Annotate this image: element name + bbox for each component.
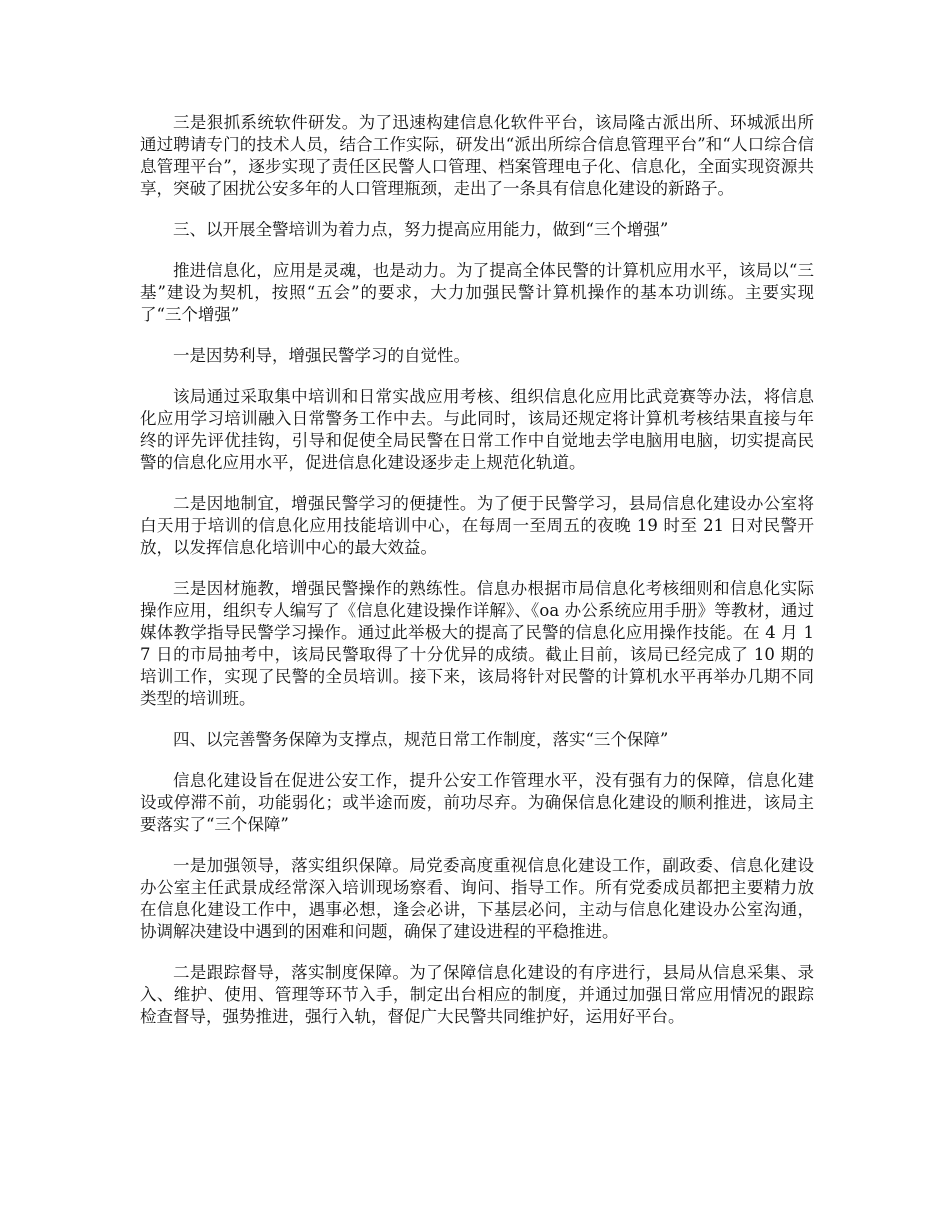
paragraph-leadership: 一是加强领导，落实组织保障。局党委高度重视信息化建设工作，副政委、信息化建设办公室主任武景成经常深入培训现场察看、询问、指导工作。所有党委成员都把主要精力放在信息化建设工作中，遇事必想，逢会必讲，下基层必问，主动与信息化建设办公室沟通，协调解决建设中遇到的困难和问题，确保了建设进程的平稳推进。 <box>140 856 814 941</box>
paragraph-software-development: 三是狠抓系统软件研发。为了迅速构建信息化软件平台，该局隆古派出所、环城派出所通过聘请专门的技术人员，结合工作实际，研发出“派出所综合信息管理平台”和“人口综合信息管理平台”，逐步实现了责任区民警人口管理、档案管理电子化、信息化，全面实现资源共享，突破了困扰公安多年的人口管理瓶颈，走出了一条具有信息化建设的新路子。 <box>140 113 814 198</box>
paragraph-supervision: 二是跟踪督导，落实制度保障。为了保障信息化建设的有序进行，县局从信息采集、录入、维护、使用、管理等环节入手，制定出台相应的制度，并通过加强日常应用情况的跟踪检查督导，强势推进，强行入轨，督促广大民警共同维护好，运用好平台。 <box>140 963 814 1026</box>
paragraph-proficiency: 三是因材施教，增强民警操作的熟练性。信息办根据市局信息化考核细则和信息化实际操作应用，组织专人编写了《信息化建设操作详解》、《oa 办公系统应用手册》等教材，通过媒体教学指导民警学习操作。通过此举极大的提高了民警的信息化应用操作技能。在 4 月 17 日的市局抽考中，该局民警取得了十分优异的成绩。截止目前，该局已经完成了 10 期的培训工作，实现了民警的全员培训。接下来，该局将针对民警的计算机水平再举办几期不同类型的培训班。 <box>140 579 814 708</box>
paragraph-application-intro: 推进信息化，应用是灵魂，也是动力。为了提高全体民警的计算机应用水平，该局以“三基”建设为契机，按照“五会”的要求，大力加强民警计算机操作的基本功训练。主要实现了“三个增强” <box>140 261 814 324</box>
document-body <box>140 112 814 1047</box>
paragraph-guarantee-intro: 信息化建设旨在促进公安工作，提升公安工作管理水平，没有强有力的保障，信息化建设或停滞不前，功能弱化；或半途而废，前功尽弃。为确保信息化建设的顺利推进，该局主要落实了“三个保障” <box>140 771 814 834</box>
section-heading-four: 四、以完善警务保障为支撑点，规范日常工作制度，落实“三个保障” <box>173 730 669 749</box>
paragraph-self-consciousness: 一是因势利导，增强民警学习的自觉性。 <box>173 346 470 365</box>
section-heading-three: 三、以开展全警培训为着力点，努力提高应用能力，做到“三个增强” <box>173 220 669 239</box>
paragraph-training-methods: 该局通过采取集中培训和日常实战应用考核、组织信息化应用比武竞赛等办法，将信息化应用学习培训融入日常警务工作中去。与此同时，该局还规定将计算机考核结果直接与年终的评先评优挂钩，引导和促使全局民警在日常工作中自觉地去学电脑用电脑，切实提高民警的信息化应用水平，促进信息化建设逐步走上规范化轨道。 <box>140 387 814 472</box>
paragraph-convenience: 二是因地制宜，增强民警学习的便捷性。为了便于民警学习，县局信息化建设办公室将白天用于培训的信息化应用技能培训中心，在每周一至周五的夜晚 19 时至 21 日对民警开放，以发挥信息化培训中心的最大效益。 <box>140 494 814 557</box>
